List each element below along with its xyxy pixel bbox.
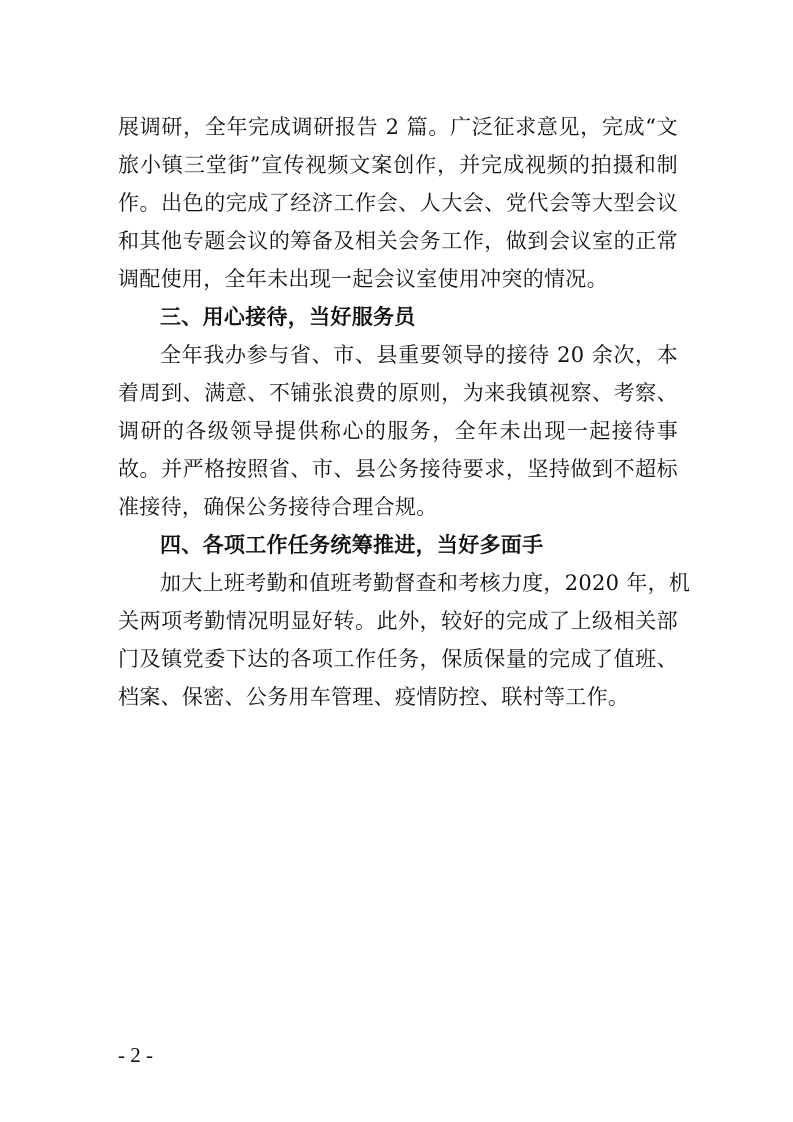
paragraph-line: 展调研，全年完成调研报告 2 篇。广泛征求意见，完成“文 [118,115,678,139]
section-heading: 三、用心接待，当好服务员 [160,305,416,329]
paragraph-line: 旅小镇三堂街”宣传视频文案创作，并完成视频的拍摄和制 [118,153,678,177]
paragraph-line: 门及镇党委下达的各项工作任务，保质保量的完成了值班、 [118,647,678,671]
paragraph-line: 档案、保密、公务用车管理、疫情防控、联村等工作。 [118,685,630,709]
paragraph-line: 关两项考勤情况明显好转。此外，较好的完成了上级相关部 [118,609,678,633]
paragraph-line: 加大上班考勤和值班考勤督查和考核力度，2020 年，机 [160,571,691,595]
paragraph-line: 和其他专题会议的筹备及相关会务工作，做到会议室的正常 [118,229,678,253]
section-heading: 四、各项工作任务统筹推进，当好多面手 [160,533,544,557]
paragraph-line: 全年我办参与省、市、县重要领导的接待 20 余次，本 [160,343,678,367]
paragraph-line: 调配使用，全年未出现一起会议室使用冲突的情况。 [118,267,608,291]
paragraph-line: 准接待，确保公务接待合理合规。 [118,495,438,519]
document-body [118,108,691,716]
paragraph-line: 着周到、满意、不铺张浪费的原则，为来我镇视察、考察、 [118,381,678,405]
page-number: - 2 - [118,1043,153,1067]
paragraph-line: 调研的各级领导提供称心的服务，全年未出现一起接待事 [118,419,678,443]
paragraph-line: 作。出色的完成了经济工作会、人大会、党代会等大型会议 [118,191,678,215]
paragraph-line: 故。并严格按照省、市、县公务接待要求，坚持做到不超标 [118,457,678,481]
